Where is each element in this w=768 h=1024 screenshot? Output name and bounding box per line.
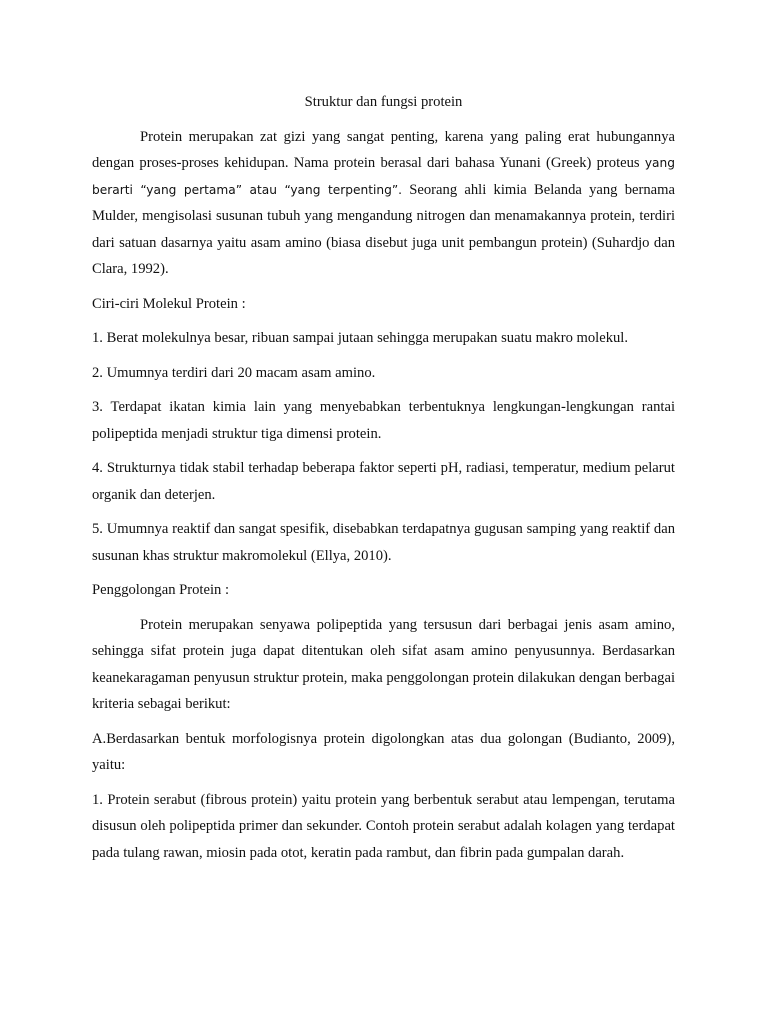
- section-a: A.Berdasarkan bentuk morfologisnya protein digolongkan atas dua golongan (Budianto, 2009), yaitu:: [92, 730, 675, 773]
- document-content: [92, 89, 675, 874]
- ciri-item-1: 1. Berat molekulnya besar, ribuan sampai jutaan sehingga merupakan suatu makro molekul.: [92, 330, 628, 346]
- ciri-item-2: 2. Umumnya terdiri dari 20 macam asam amino.: [92, 364, 376, 381]
- intro-text-1: Protein merupakan zat gizi yang sangat penting, karena yang paling erat hubungannya dengan proses-proses kehidupan. Nama protein berasal dari bahasa Yunani (Greek) proteus: [92, 128, 675, 171]
- penggolongan-intro: Protein merupakan senyawa polipeptida yang tersusun dari berbagai jenis asam amino, sehingga sifat protein juga dapat ditentukan oleh sifat asam amino penyusunnya. Berdasarkan keanekaragaman penyusun struktur protein, maka penggolongan protein dilakukan dengan berbagai kriteria sebagai berikut:: [92, 616, 675, 712]
- page-title: Struktur dan fungsi protein: [304, 94, 463, 110]
- intro-text-2: Seorang ahli kimia Belanda yang bernama Mulder, mengisolasi susunan tubuh yang mengandung nitrogen dan menamakannya protein, terdiri dari satuan dasarnya yaitu asam amino (biasa disebut juga unit pembangun protein) (Suhardjo dan Clara, 1992).: [92, 181, 675, 277]
- penggolongan-heading: Penggolongan Protein :: [92, 582, 230, 598]
- ciri-item-3: 3. Terdapat ikatan kimia lain yang menyebabkan terbentuknya lengkungan-lengkungan rantai polipeptida menjadi struktur tiga dimensi protein.: [92, 399, 675, 442]
- fibrous-protein-item: 1. Protein serabut (fibrous protein) yaitu protein yang berbentuk serabut atau lempengan, terutama disusun oleh polipeptida primer dan sekunder. Contoh protein serabut adalah kolagen yang terdapat pada tulang rawan, miosin pada otot, keratin pada rambut, dan fibrin pada gumpalan darah.: [92, 791, 675, 861]
- intro-paragraph: [92, 124, 675, 283]
- ciri-item-4: 4. Strukturnya tidak stabil terhadap beberapa faktor seperti pH, radiasi, temperatur, medium pelarut organik dan deterjen.: [92, 460, 675, 503]
- ciri-heading: Ciri-ciri Molekul Protein :: [92, 295, 246, 312]
- ciri-item-5: 5. Umumnya reaktif dan sangat spesifik, disebabkan terdapatnya gugusan samping yang reaktif dan susunan khas struktur makromolekul (Ellya, 2010).: [92, 521, 675, 564]
- intro-quote: yang berarti “yang pertama” atau “yang terpenting”.: [92, 156, 675, 197]
